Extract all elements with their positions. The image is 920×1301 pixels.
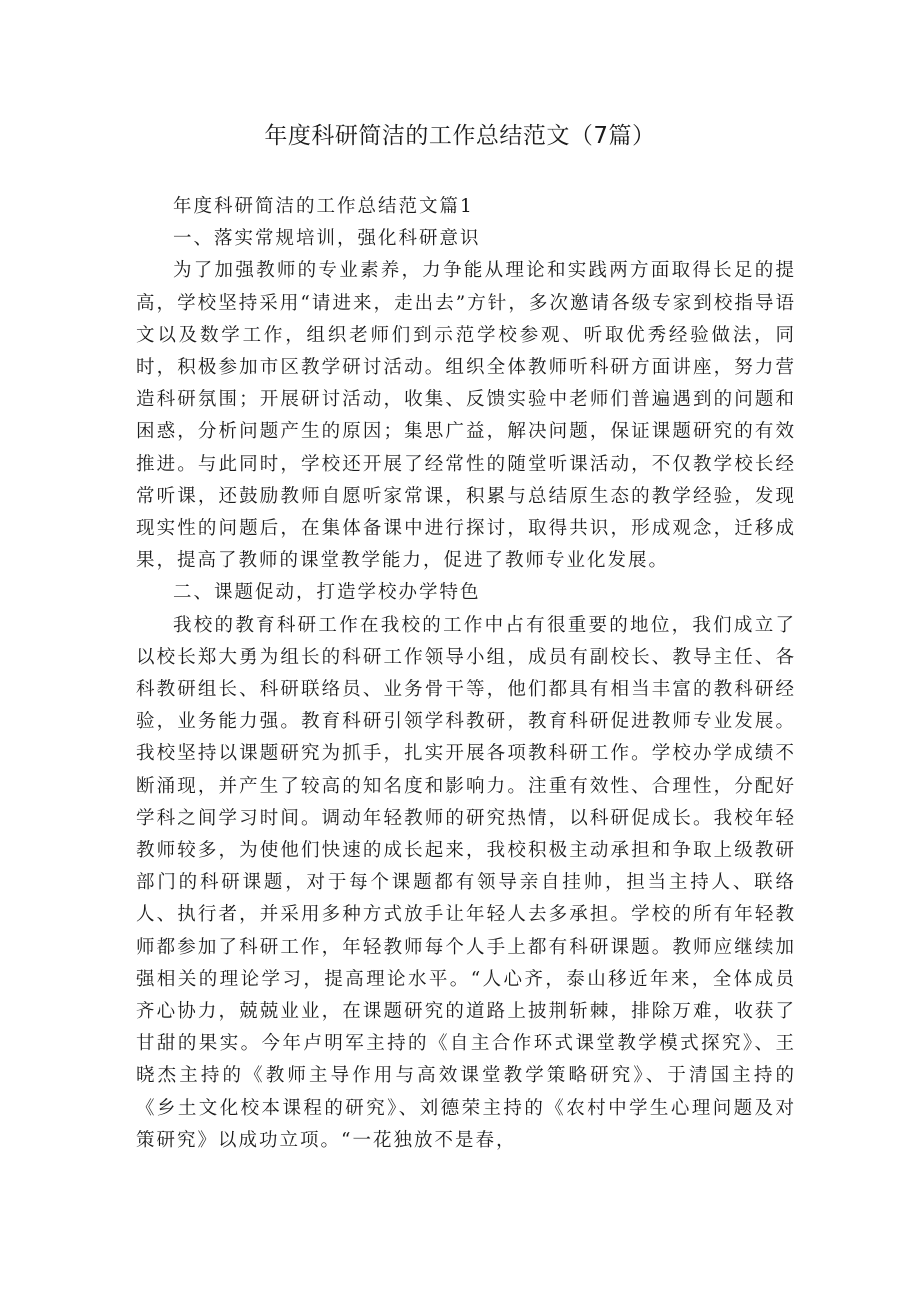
body-paragraph-1: 为了加强教师的专业素养，力争能从理论和实践两方面取得长足的提高，学校坚持采用“请进来，走出去”方针，多次邀请各级专家到校指导语文以及数学工作，组织老师们到示范学校参观、听取优秀经验做法，同时，积极参加市区教学研讨活动。组织全体教师听科研方面讲座，努力营造科研氛围；开展研讨活动，收集、反馈实验中老师们普遍遇到的问题和困惑，分析问题产生的原因；集思广益，解决问题，保证课题研究的有效推进。与此同时，学校还开展了经常性的随堂听课活动，不仅教学校长经常听课，还鼓励教师自愿听家常课，积累与总结原生态的教学经验，发现现实性的问题后，在集体备课中进行探讨，取得共识，形成观念，迁移成果，提高了教师的课堂教学能力，促进了教师专业化发展。 xyxy=(136,260,796,572)
body-paragraph-2: 我校的教育科研工作在我校的工作中占有很重要的地位，我们成立了以校长郑大勇为组长的科研工作领导小组，成员有副校长、教导主任、各科教研组长、科研联络员、业务骨干等，他们都具有相当丰富的教科研经验，业务能力强。教育科研引领学科教研，教育科研促进教师专业发展。我校坚持以课题研究为抓手，扎实开展各项教科研工作。学校办学成绩不断涌现，并产生了较高的知名度和影响力。注重有效性、合理性，分配好学科之间学习时间。调动年轻教师的研究热情，以科研促成长。我校年轻教师较多，为使他们快速的成长起来，我校积极主动承担和争取上级教研部门的科研课题，对于每个课题都有领导亲自挂帅，担当主持人、联络人、执行者，并采用多种方式放手让年轻人去多承担。学校的所有年轻教师都参加了科研工作，年轻教师每个人手上都有科研课题。教师应继续加强相关的理论学习，提高理论水平。“人心齐，泰山移近年来，全体成员齐心协力，兢兢业业，在课题研究的道路上披荆斩棘，排除万难，收获了甘甜的果实。今年卢明军主持的《自主合作环式课堂教学模式探究》、王晓杰主持的《教师主导作用与高效课堂教学策略研究》、于清国主持的《乡土文化校本课程的研究》、刘德荣主持的《农村中学生心理问题及对策研究》以成功立项。“一花独放不是春， xyxy=(136,614,796,1151)
document-body xyxy=(136,191,796,1157)
section-heading-1: 一、落实常规培训，强化科研意识 xyxy=(173,228,481,250)
subtitle-line: 年度科研简洁的工作总结范文篇1 xyxy=(173,196,474,217)
section-heading-2: 二、课题促动，打造学校办学特色 xyxy=(173,582,481,604)
document-title: 年度科研简洁的工作总结范文（7篇） xyxy=(264,123,656,149)
